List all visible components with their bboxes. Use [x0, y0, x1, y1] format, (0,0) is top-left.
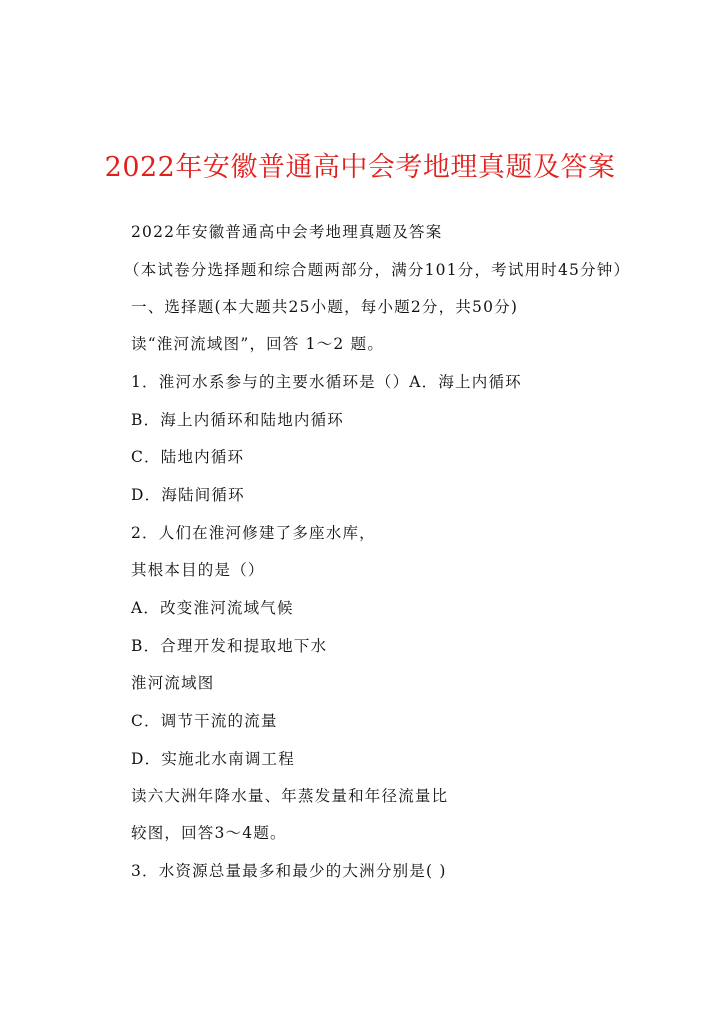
reading-prompt-2-continued: 较图，回答3～4题。 [131, 824, 287, 842]
option-2b: B．合理开发和提取地下水 [131, 637, 328, 655]
option-1c: C．陆地内循环 [131, 448, 245, 466]
option-2d: D．实施北水南调工程 [131, 750, 295, 768]
question-2: 2．人们在淮河修建了多座水库， [131, 524, 376, 542]
option-2a: A．改变淮河流域气候 [131, 599, 294, 617]
exam-instructions: （本试卷分选择题和综合题两部分，满分101分，考试用时45分钟） [124, 261, 631, 279]
section-heading: 一、选择题(本大题共25小题，每小题2分，共50分) [131, 298, 519, 316]
option-1b: B．海上内循环和陆地内循环 [131, 411, 344, 429]
question-1: 1．淮河水系参与的主要水循环是（）A．海上内循环 [131, 373, 522, 391]
option-2c: C．调节干流的流量 [131, 712, 278, 730]
doc-subtitle: 2022年安徽普通高中会考地理真题及答案 [131, 223, 443, 241]
reading-prompt: 读“淮河流域图”，回答 1～2 题。 [131, 335, 385, 353]
figure-caption: 淮河流域图 [131, 674, 215, 692]
document-title: 2022年安徽普通高中会考地理真题及答案 [104, 152, 616, 183]
option-1d: D．海陆间循环 [131, 486, 245, 504]
question-2-continued: 其根本目的是（） [131, 561, 265, 579]
question-3: 3．水资源总量最多和最少的大洲分别是( ) [131, 862, 447, 880]
reading-prompt-2: 读六大洲年降水量、年蒸发量和年径流量比 [131, 787, 449, 805]
